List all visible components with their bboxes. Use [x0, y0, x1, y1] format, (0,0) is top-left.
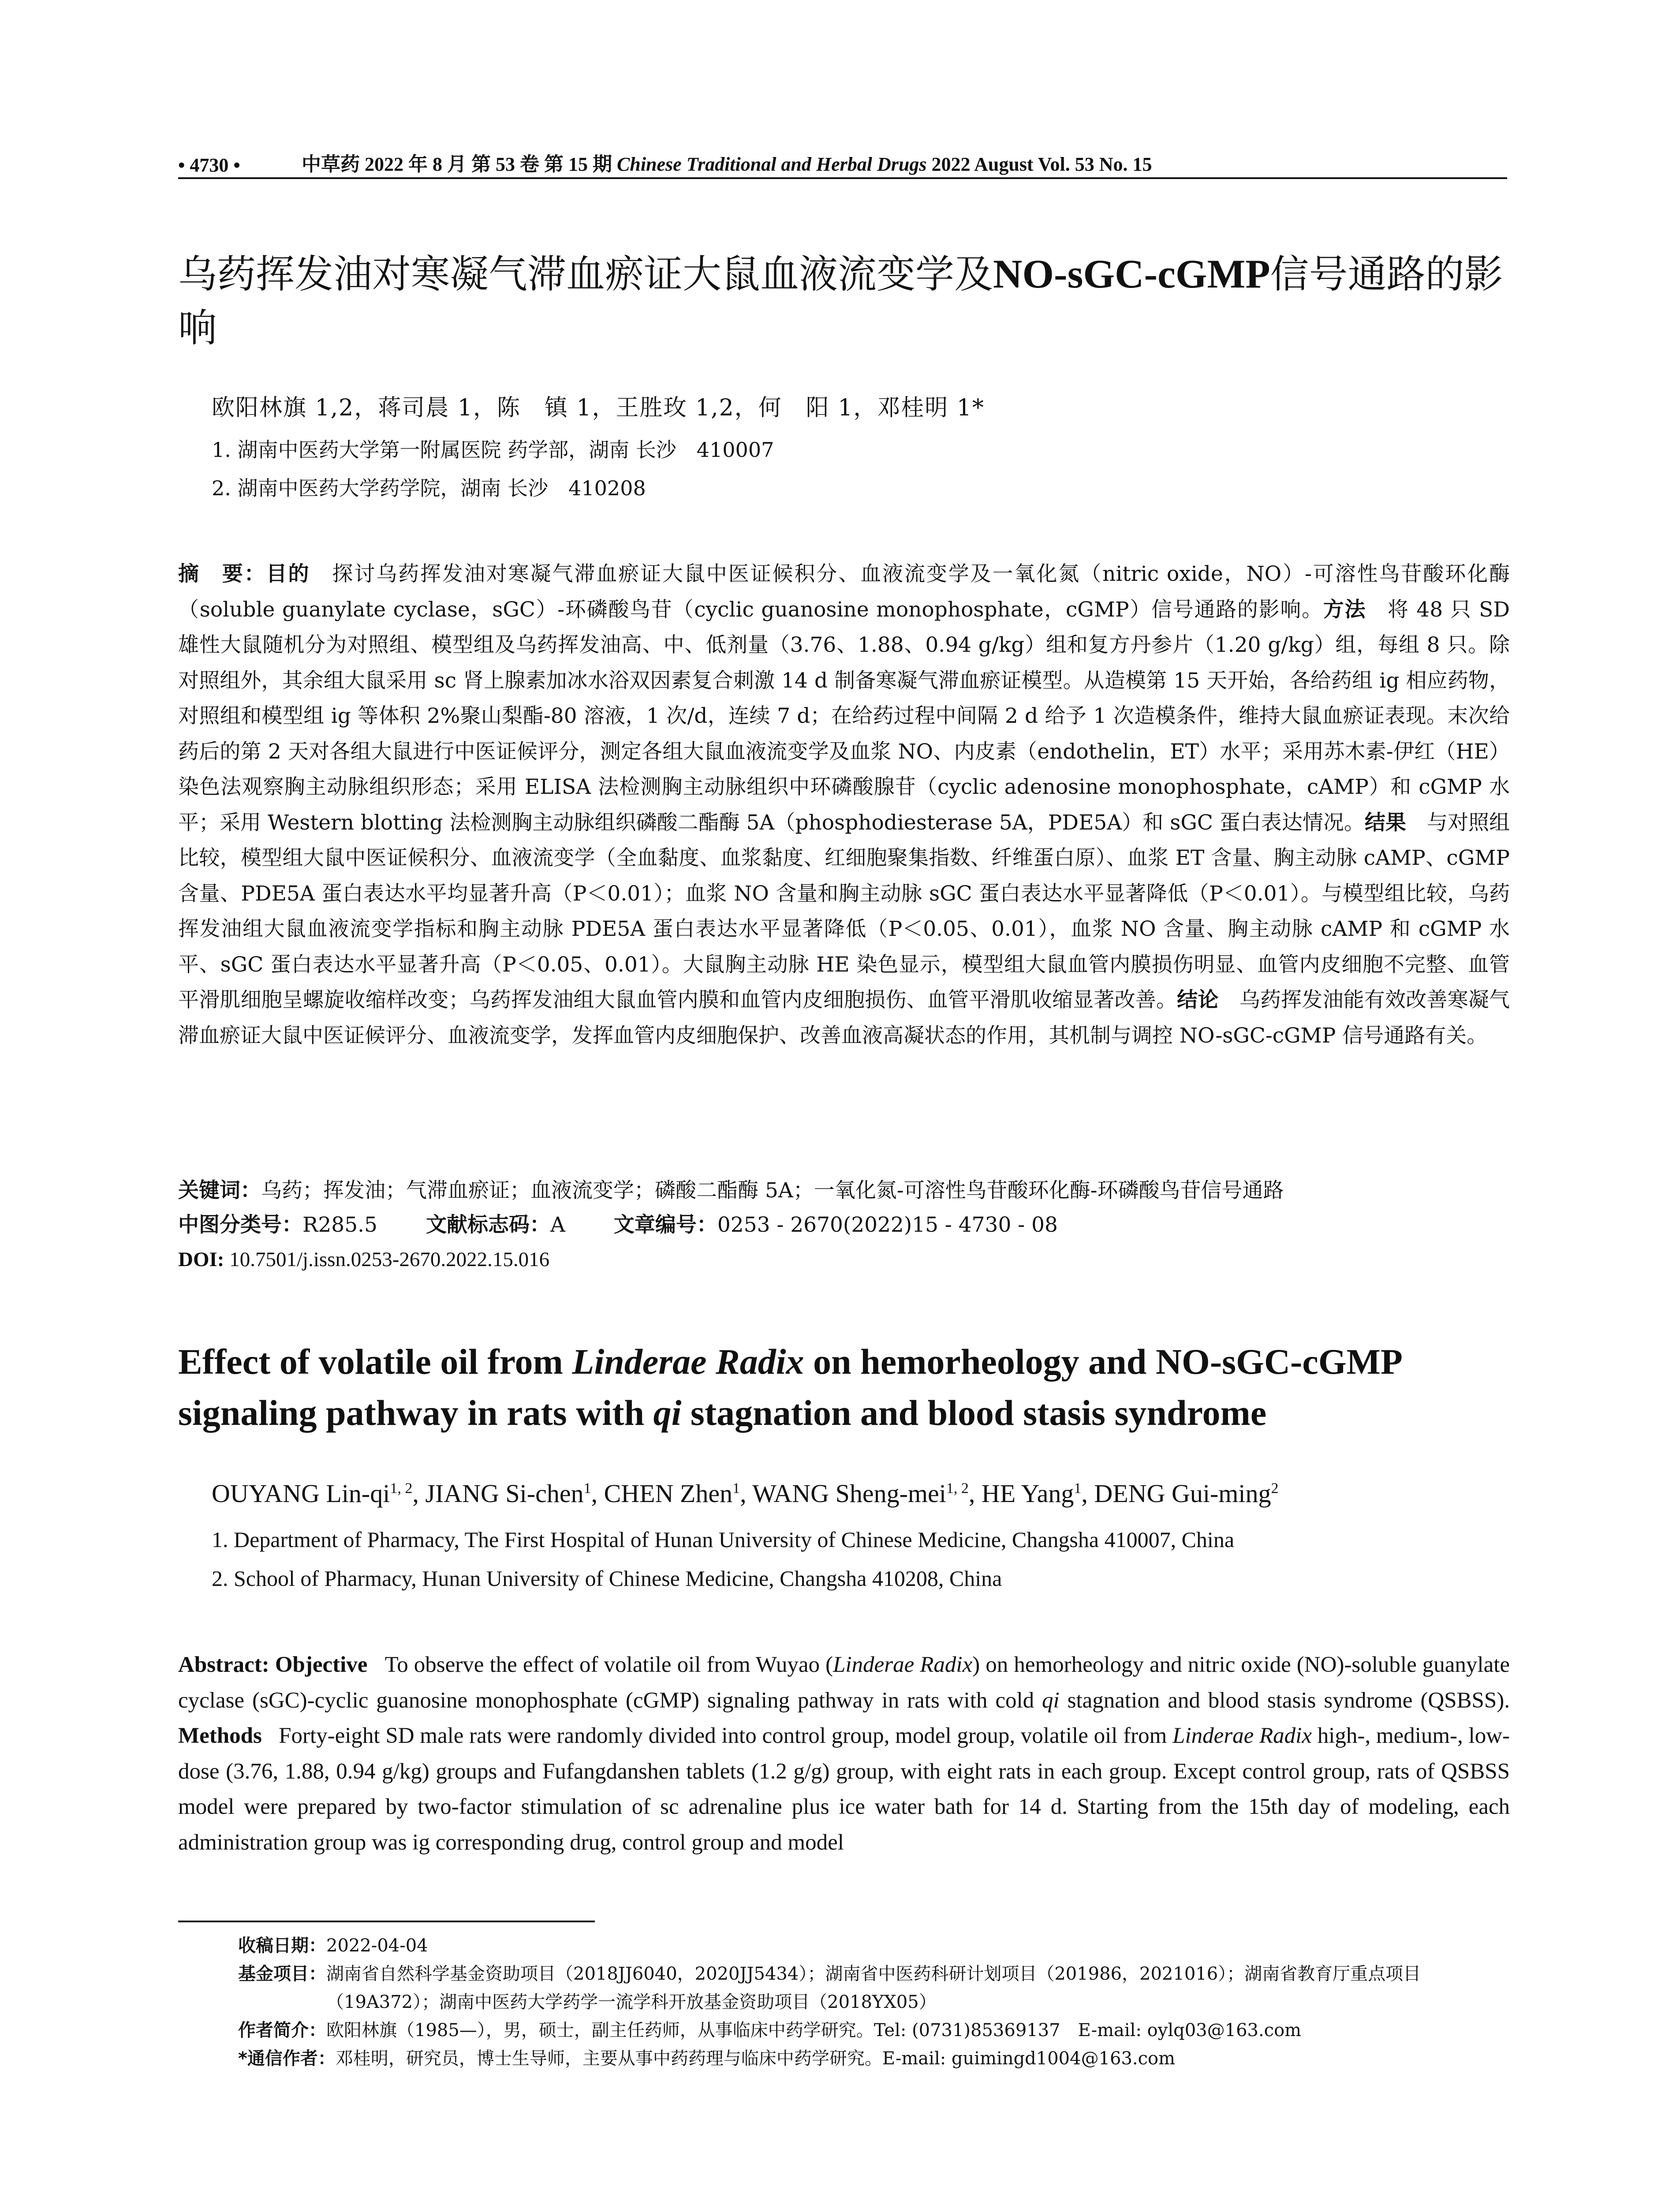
footnotes — [238, 1932, 1508, 2073]
article-number-label: 文章编号： — [613, 1213, 717, 1237]
result-text: 与对照组比较，模型组大鼠中医证候积分、血液流变学（全血黏度、血浆黏度、红细胞聚集指数、纤维蛋白原）、血浆 ET 含量、胸主动脉 cAMP、cGMP 含量、PDE5A 蛋白表达水平均显著升高（P＜0.01）；血浆 NO 含量和胸主动脉 sGC 蛋白表达水平显著降低（P＜0.01）。与模型组比较，乌药挥发油组大鼠血液流变学指标和胸主动脉 PDE5A 蛋白表达水平显著降低（P＜0.05、0.01），血浆 NO 含量、胸主动脉 cAMP 和 cGMP 水平、sGC 蛋白表达水平显著升高（P＜0.05、0.01）。大鼠胸主动脉 HE 染色显示，模型组大鼠血管内膜损伤明显、血管内皮细胞不完整、血管平滑肌细胞呈螺旋收缩样改变；乌药挥发油组大鼠血管内膜和血管内皮细胞损伤、血管平滑肌收缩显著改善。 — [178, 810, 1510, 1012]
affiliation-en-2: 2. School of Pharmacy, Hunan University of Chinese Medicine, Changsha 410208, China — [212, 1566, 1002, 1591]
clc-label: 中图分类号： — [178, 1213, 302, 1237]
author-en: JIANG Si-chen$^1$, — [425, 1479, 604, 1508]
keywords-cn — [178, 1175, 1510, 1207]
authors-en — [212, 1473, 1508, 1510]
doi-value: 10.7501/j.issn.0253-2670.2022.15.016 — [229, 1248, 550, 1271]
methods-en-herb: Linderae Radix — [1172, 1723, 1312, 1748]
affiliation-cn-2: 2. 湖南中医药大学药学院，湖南 长沙 410208 — [212, 476, 646, 500]
methods-en-label: Methods — [178, 1723, 262, 1748]
abstract-cn-label: 摘 要： — [178, 562, 266, 586]
objective-en-text: To observe the effect of volatile oil from Wuyao ( — [385, 1652, 833, 1677]
footnote-received: 收稿日期： 2022-04-04 — [238, 1936, 428, 1956]
author-en: DENG Gui-ming$^2$ — [1094, 1479, 1279, 1508]
objective-en-text-2: ) on hemorheology and nitric oxide (NO)-soluble guanylate cyclase (sGC)-cyclic guanosine monophosphate (cGMP) signaling pathway in rats with cold — [178, 1652, 1510, 1713]
header-rule — [178, 177, 1507, 179]
title-en-part1: Effect of volatile oil from — [178, 1342, 572, 1382]
method-label: 方法 — [1323, 597, 1366, 622]
title-en-part2: on hemorheology and NO-sGC-cGMP signaling pathway in rats with — [178, 1342, 1401, 1433]
footnote-corresponding: *通信作者： 邓桂明，研究员，博士生导师，主要从事中药药理与临床中药学研究。E-mail: guimingd1004@163.com — [238, 2048, 1176, 2069]
doi-label: DOI: — [178, 1248, 224, 1271]
conclusion-label: 结论 — [1177, 988, 1219, 1012]
abstract-en — [178, 1647, 1510, 1860]
issue-en: 2022 August Vol. 53 No. 15 — [931, 153, 1152, 175]
abstract-cn — [178, 557, 1510, 1054]
authors-cn: 欧阳林旗 1,2，蒋司晨 1，陈 镇 1，王胜玫 1,2，何 阳 1，邓桂明 1* — [212, 395, 985, 421]
method-text: 将 48 只 SD 雄性大鼠随机分为对照组、模型组及乌药挥发油高、中、低剂量（3.76、1.88、0.94 g/kg）组和复方丹参片（1.20 g/kg）组，每组 8 只。除对照组外，其余组大鼠采用 sc 肾上腺素加冰水浴双因素复合刺激 14 d 制备寒凝气滞血瘀证模型。从造模第 15 天开始，各给药组 ig 相应药物，对照组和模型组 ig 等体积 2%聚山梨酯-80 溶液，1 次/d，连续 7 d；在给药过程中间隔 2 d 给予 1 次造模条件，维持大鼠血瘀证表现。末次给药后的第 2 天对各组大鼠进行中医证候评分，测定各组大鼠血液流变学及血浆 NO、内皮素（endothelin，ET）水平；采用苏木素-伊红（HE）染色法观察胸主动脉组织形态；采用 ELISA 法检测胸主动脉组织中环磷酸腺苷（cyclic adenosine monophosphate，cAMP）和 cGMP 水平；采用 Western blotting 法检测胸主动脉组织磷酸二酯酶 5A（phosphodiesterase 5A，PDE5A）和 sGC 蛋白表达情况。 — [178, 597, 1510, 835]
objective-en-herb: Linderae Radix — [833, 1652, 973, 1677]
classification-line — [178, 1209, 1510, 1241]
title-en-qi: qi — [653, 1393, 682, 1433]
keywords-text: 乌药；挥发油；气滞血瘀证；血液流变学；磷酸二酯酶 5A；一氧化氮-可溶性鸟苷酸环化酶-环磷酸鸟苷信号通路 — [261, 1178, 1284, 1203]
author-en: CHEN Zhen$^1$, — [604, 1479, 753, 1508]
objective-label: 目的 — [266, 562, 310, 586]
keywords-label: 关键词： — [178, 1178, 261, 1203]
clc-value: R285.5 — [302, 1213, 377, 1237]
author-en: HE Yang$^1$, — [981, 1479, 1094, 1508]
objective-text: 探讨乌药挥发油对寒凝气滞血瘀证大鼠中医证候积分、血液流变学及一氧化氮（nitric oxide，NO）-可溶性鸟苷酸环化酶（soluble guanylate cyclase，sGC）-环磷酸鸟苷（cyclic guanosine monophosphate，cGMP）信号通路的影响。 — [178, 562, 1510, 622]
doi-line — [178, 1244, 1510, 1275]
title-en-herb: Linderae Radix — [572, 1342, 804, 1382]
footnote-rule — [178, 1921, 595, 1922]
doc-code-label: 文献标志码： — [426, 1213, 550, 1237]
methods-en-text-2: high-, medium-, low-dose (3.76, 1.88, 0.94 g/kg) groups and Fufangdanshen tablets (1.2 g/g) group, with eight rats in each group. Except control group, rats of QSBSS model were prepared by two-factor stimulation of sc adrenaline plus ice water bath for 14 d. Starting from the 15th day of modeling, each administration group was ig corresponding drug, control group and model — [178, 1723, 1510, 1855]
author-en: WANG Sheng-mei$^{1, 2}$, — [752, 1479, 982, 1508]
running-header — [178, 138, 1507, 176]
methods-en-text: Forty-eight SD male rats were randomly divided into control group, model group, volatile oil from — [279, 1723, 1173, 1748]
doc-code-value: A — [550, 1213, 565, 1237]
conclusion-text: 乌药挥发油能有效改善寒凝气滞血瘀证大鼠中医证候评分、血液流变学，发挥血管内皮细胞保护、改善血液高凝状态的作用，其机制与调控 NO-sGC-cGMP 信号通路有关。 — [178, 988, 1510, 1048]
author-en: OUYANG Lin-qi$^{1, 2}$, — [212, 1479, 426, 1508]
affiliation-cn-1: 1. 湖南中医药大学第一附属医院 药学部，湖南 长沙 410007 — [212, 438, 774, 462]
page-number: • 4730 • — [178, 154, 240, 176]
title-en — [178, 1336, 1510, 1439]
article-number-value: 0253 - 2670(2022)15 - 4730 - 08 — [717, 1213, 1058, 1237]
title-cn-part1: 乌药挥发油对寒凝气滞血瘀证大鼠血液流变学及 — [178, 251, 993, 297]
title-cn-pathway: NO-sGC-cGMP — [993, 251, 1270, 296]
abstract-en-label: Abstract: Objective — [178, 1652, 368, 1677]
objective-en-text-3: stagnation and blood stasis syndrome (QSBSS). — [1059, 1688, 1510, 1713]
issue-cn: 2022 年 8 月 第 53 卷 第 15 期 — [365, 153, 612, 175]
title-cn-part2: 信号通路的影响 — [178, 251, 1503, 351]
journal-name-en: Chinese Traditional and Herbal Drugs — [617, 153, 927, 175]
journal-name-cn: 中草药 — [302, 153, 360, 175]
title-cn — [178, 247, 1510, 355]
objective-en-qi: qi — [1042, 1688, 1060, 1713]
footnote-funding: 基金项目： 湖南省自然科学基金资助项目（2018JJ6040，2020JJ5434）；湖南省中医药科研计划项目（201986，2021016）；湖南省教育厅重点项目（19A372）；湖南中医药大学药学一流学科开放基金资助项目（2018YX05） — [238, 1964, 1421, 2012]
result-label: 结果 — [1364, 810, 1406, 835]
footnote-author-bio: 作者简介： 欧阳林旗（1985—），男，硕士，副主任药师，从事临床中药学研究。Tel: (0731)85369137 E-mail: oylq03@163.com — [238, 2020, 1302, 2041]
affiliation-en-1: 1. Department of Pharmacy, The First Hospital of Hunan University of Chinese Medicine, Changsha 410007, China — [212, 1527, 1235, 1552]
title-en-part3: stagnation and blood stasis syndrome — [681, 1393, 1267, 1433]
